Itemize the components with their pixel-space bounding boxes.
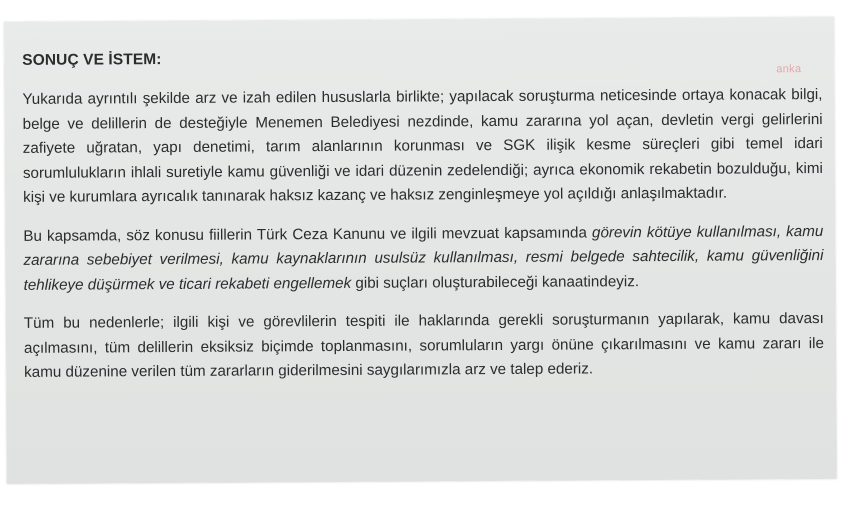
section-heading: SONUÇ VE İSTEM:	[22, 51, 162, 69]
paragraph-3: Tüm bu nedenlerle; ilgili kişi ve görevlilerin tespiti ile haklarında gerekli soruşturmanın yapılarak, kamu davası açılmasını, tüm delillerin eksiksiz biçimde toplanmasını, sorumluların yargı önüne çıkarılmasını ve kamu zararı ile kamu düzenine verilen tüm zararların giderilmesini saygılarımızla arz ve talep ederiz.	[23, 309, 825, 381]
paragraph-2-tail: gibi suçları oluşturabileceği kanaatindeyiz.	[351, 272, 640, 292]
paragraph-2-lead: Bu kapsamda, söz konusu fiillerin Türk Ceza Kanunu ve ilgili mevzuat kapsamında	[23, 223, 593, 245]
paragraph-2	[23, 219, 823, 297]
paragraph-2-italic: görevin kötüye kullanılması, kamu zararına sebebiyet verilmesi, kamu kaynaklarının usulsüz kullanılması, resmi belgede sahtecilik, kamu güvenliğini tehlikeye düşürmek ve ticari rekabeti engellemek	[23, 222, 824, 294]
document-sheet	[4, 17, 837, 484]
paragraph-1: Yukarıda ayrıntılı şekilde arz ve izah edilen hususlarla birlikte; yapılacak soruşturma neticesinde ortaya konacak bilgi, belge ve delillerin de desteğiyle Menemen Belediyesi nezdinde, kamu zararına yol açan, devletin vergi gelirlerini zafiyete uğratan, yapı denetimi, tarım alanlarının korunması ve SGK ilişik kesme süreçleri gibi temel idari sorumlulukların ihlali suretiyle kamu güvenliği ve idari düzenin zedelendiği; ayrıca ekonomik rekabetin bozulduğu, kimi kişi ve kurumlara ayrıcalık tanınarak haksız kazanç ve haksız zenginleşmeye yol açıldığı anlaşılmaktadır.	[22, 86, 823, 206]
document-body	[22, 47, 824, 399]
watermark-logo: anka	[776, 63, 802, 76]
